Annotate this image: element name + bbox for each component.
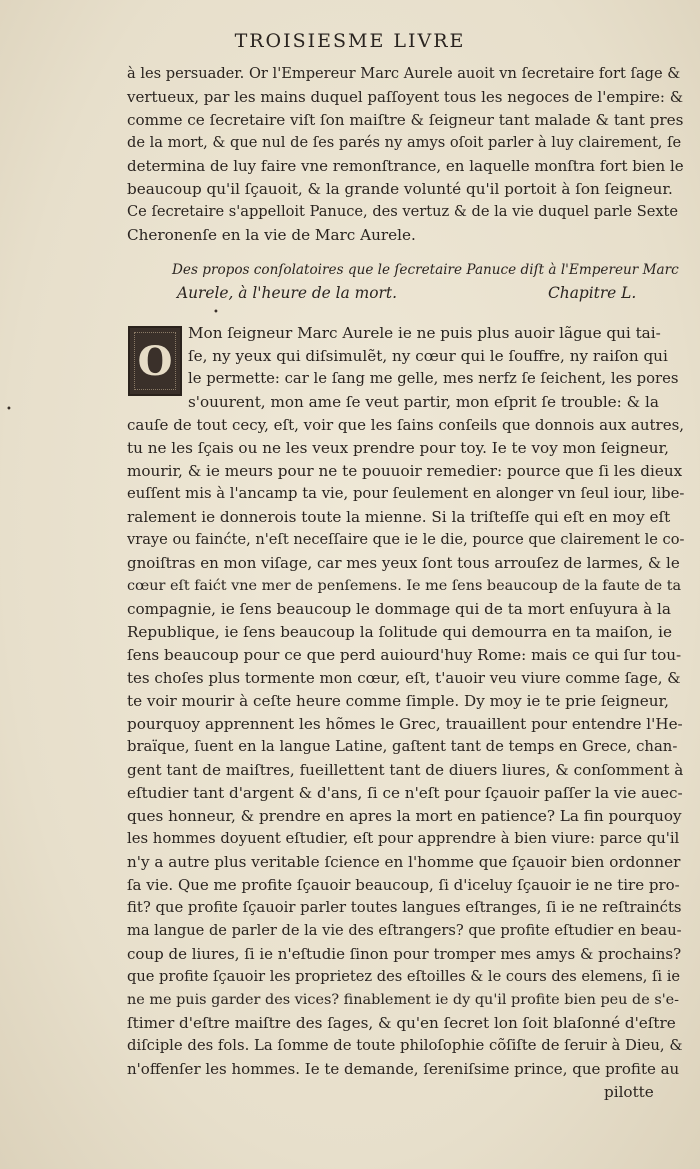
body-line: fit? que profite ſçauoir parler toutes langues eſtranges, ſi ie ne reſtrainćts — [127, 899, 682, 916]
body-line: compagnie, ie ſens beaucoup le dommage qui de ta mort enſuyura à la — [127, 600, 671, 618]
margin-ink-spot: • — [6, 404, 12, 415]
body-line: ſtimer d'eſtre maiſtre des ſages, & qu'en ſecret lon ſoit blaſonné d'eſtre — [127, 1014, 676, 1032]
chapter-title-line-2: Aurele, à l'heure de la mort. — [177, 284, 397, 302]
body-line: gnoiſtras en mon viſage, car mes yeux ſont tous arrouſez de larmes, & le — [127, 554, 680, 572]
body-line: gent tant de maiſtres, fueillettent tant de diuers liures, & conſomment à — [127, 761, 684, 779]
body-line: eſtudier tant d'argent & d'ans, ſi ce n'eſt pour ſçauoir paſſer la vie auec- — [127, 784, 683, 802]
body-line: Mon ſeigneur Marc Aurele ie ne puis plus auoir lãgue qui tai- — [188, 324, 661, 342]
body-line: s'ouurent, mon ame ſe veut partir, mon eſprit ſe trouble: & la — [188, 393, 659, 411]
body-line: ſa vie. Que me profite ſçauoir beaucoup, ſi d'iceluy ſçauoir ie ne tire pro- — [127, 876, 680, 894]
body-line: Republique, ie ſens beaucoup la ſolitude qui demourra en ta maiſon, ie — [127, 623, 672, 641]
decorated-initial — [128, 326, 182, 396]
intro-line: à les persuader. Or l'Empereur Marc Aurele auoit vn ſecretaire fort ſage & — [127, 65, 681, 82]
body-line: que profite ſçauoir les proprietez des eſtoilles & le cours des elemens, ſi ie — [127, 968, 681, 985]
chapter-title-line-1: Des propos conſolatoires que le ſecretaire Panuce diſt à l'Empereur Marc — [172, 262, 679, 278]
body-line: n'y a autre plus veritable ſcience en l'homme que ſçauoir bien ordonner — [127, 853, 681, 871]
intro-line: vertueux, par les mains duquel paſſoyent tous les negoces de l'empire: & — [127, 88, 684, 106]
body-line: les hommes doyuent eſtudier, eſt pour apprendre à bien viure: parce qu'il — [127, 830, 680, 847]
ink-mark: • — [213, 307, 219, 318]
body-line: ſe, ny yeux qui diſsimulẽt, ny cœur qui le ſouffre, ny raiſon qui — [188, 347, 668, 365]
body-line: ques honneur, & prendre en apres la mort en patience? La fin pourquoy — [127, 807, 682, 825]
body-line: coup de liures, ſi ie n'eſtudie ſinon pour tromper mes amys & prochains? — [127, 945, 682, 963]
body-line: vraye ou fainćte, n'eſt neceſſaire que ie le die, pource que clairement le co- — [127, 531, 685, 548]
body-line: n'offenſer les hommes. Ie te demande, ſereniſsime prince, que profite au — [127, 1060, 680, 1078]
intro-line: Ce ſecretaire s'appelloit Panuce, des vertuz & de la vie duquel parle Sexte — [127, 203, 679, 220]
intro-line: determina de luy faire vne remonſtrance, en laquelle monſtra fort bien le — [127, 157, 684, 175]
body-line: tu ne les ſçais ou ne les veux prendre pour toy. Ie te voy mon ſeigneur, — [127, 439, 669, 457]
body-line: le permette: car le ſang me gelle, mes nerfz ſe ſeichent, les pores — [188, 370, 679, 387]
body-line: ralement ie donnerois toute la mienne. Si la triſteſſe qui eſt en moy eſt — [127, 508, 671, 526]
body-line: ma langue de parler de la vie des eſtrangers? que profite eſtudier en beau- — [127, 922, 682, 939]
body-line: cauſe de tout cecy, eſt, voir que les ſains conſeils que donnois aux autres, — [127, 416, 685, 434]
body-line: tes choſes plus tormente mon cœur, eſt, t'auoir veu viure comme ſage, & — [127, 669, 681, 687]
intro-line: Cheronenſe en la vie de Marc Aurele. — [127, 226, 416, 244]
running-head: TROISIESME LIVRE — [234, 30, 466, 52]
body-line: mourir, & ie meurs pour ne te pouuoir remedier: pource que ſi les dieux — [127, 462, 683, 480]
intro-line: comme ce ſecretaire viſt ſon maiſtre & ſeigneur tant malade & tant pres — [127, 111, 684, 129]
intro-line: beaucoup qu'il ſçauoit, & la grande volunté qu'il portoit à ſon ſeigneur. — [127, 180, 673, 198]
body-line: cœur eſt faićt vne mer de penſemens. Ie me ſens beaucoup de la faute de ta — [127, 578, 682, 594]
body-line: ne me puis garder des vices? finablement ie dy qu'il profite bien peu de s'e- — [127, 992, 680, 1008]
initial-letter: O — [137, 337, 173, 385]
body-line: braïque, ſuent en la langue Latine, gaſtent tant de temps en Grece, chan- — [127, 738, 678, 755]
catchword: pilotte — [604, 1083, 654, 1101]
body-line: te voir mourir à ceſte heure comme ſimple. Dy moy ie te prie ſeigneur, — [127, 692, 669, 710]
body-line: ſens beaucoup pour ce que perd auiourd'huy Rome: mais ce qui ſur tou- — [127, 646, 682, 664]
body-line: pourquoy apprennent les hõmes le Grec, trauaillent pour entendre l'He- — [127, 715, 683, 733]
intro-line: de la mort, & que nul de ſes parés ny amys oſoit parler à luy clairement, ſe — [127, 134, 682, 151]
body-line: diſciple des fols. La ſomme de toute philoſophie cõſiſte de ſeruir à Dieu, & — [127, 1037, 683, 1054]
chapter-number: Chapitre L. — [548, 284, 637, 302]
body-line: euſſent mis à l'ancamp ta vie, pour ſeulement en alonger vn ſeul iour, libe- — [127, 485, 685, 502]
